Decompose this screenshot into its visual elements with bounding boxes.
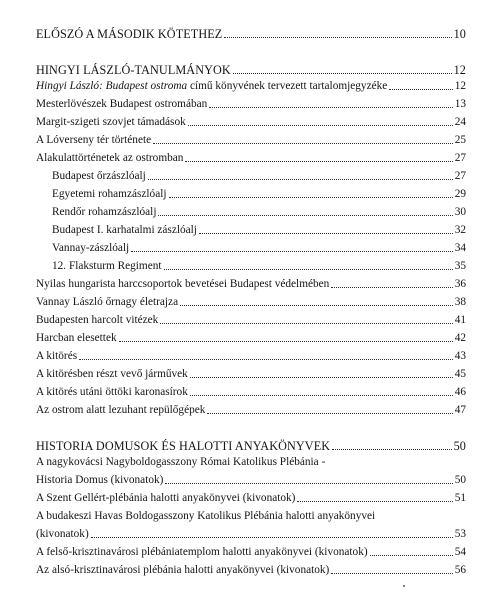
page-number: 38 bbox=[454, 296, 466, 308]
page-number: 47 bbox=[454, 404, 466, 416]
toc-entry bbox=[36, 149, 466, 167]
dot-leader bbox=[188, 124, 453, 126]
page-number: 12 bbox=[453, 63, 466, 77]
entry-title: Vannay László őrnagy életrajza bbox=[36, 296, 179, 308]
dot-leader bbox=[207, 412, 452, 414]
toc-entry-line1 bbox=[36, 453, 466, 471]
section-title: HISTORIA DOMUSOK ÉS HALOTTI ANYAKÖNYVEK bbox=[36, 439, 331, 453]
page-number: 56 bbox=[454, 564, 466, 576]
toc-entry bbox=[36, 525, 466, 543]
entry-title: Budapest őrzászlóalj bbox=[52, 170, 146, 182]
dot-leader bbox=[190, 394, 453, 396]
page-number: 43 bbox=[454, 350, 466, 362]
page-number: 13 bbox=[454, 98, 466, 110]
page-number: 12 bbox=[454, 80, 466, 92]
toc-subentry bbox=[52, 221, 466, 239]
dot-leader bbox=[389, 88, 452, 90]
entry-title: A kitörés utáni öttöki karonasírok bbox=[36, 386, 188, 398]
dot-leader bbox=[131, 250, 453, 252]
entry-title: Az ostrom alatt lezuhant repülőgépek bbox=[36, 404, 206, 416]
page-number: 24 bbox=[454, 116, 466, 128]
entry-title: Rendőr rohamzászlóalj bbox=[52, 206, 157, 218]
page-number: 32 bbox=[454, 224, 466, 236]
page-number: 42 bbox=[454, 332, 466, 344]
toc-subentry bbox=[52, 257, 466, 275]
dot-leader bbox=[160, 322, 452, 324]
dot-leader bbox=[297, 500, 452, 502]
entry-title: Historia Domus (kivonatok) bbox=[36, 474, 164, 486]
entry-title: A Lóverseny tér története bbox=[36, 134, 152, 146]
page-number: 50 bbox=[453, 439, 466, 453]
section-title: ELŐSZÓ A MÁSODIK KÖTETHEZ bbox=[36, 27, 223, 41]
entry-title-italic: Hingyi László: Budapest ostroma bbox=[36, 80, 188, 92]
entry-title bbox=[36, 77, 387, 95]
page-number: 34 bbox=[454, 242, 466, 254]
dot-leader bbox=[331, 572, 452, 574]
entry-title: Egyetemi rohamzászlóalj bbox=[52, 188, 167, 200]
toc-entry bbox=[36, 113, 466, 131]
dot-leader bbox=[165, 482, 452, 484]
toc-entry bbox=[36, 347, 466, 365]
entry-title: A budakeszi Havas Boldogasszony Katolikus Plébánia halotti anyakönyvei bbox=[36, 510, 376, 522]
page-number: 25 bbox=[454, 134, 466, 146]
entry-title-rest: című könyvének tervezett tartalomjegyzéke bbox=[187, 80, 388, 92]
dot-leader bbox=[224, 36, 451, 38]
toc-entry bbox=[36, 401, 466, 419]
dot-leader bbox=[233, 72, 452, 74]
entry-title: Budapesten harcolt vitézek bbox=[36, 314, 159, 326]
toc-entry bbox=[36, 329, 466, 347]
toc-subentry bbox=[52, 185, 466, 203]
page-number: 51 bbox=[454, 492, 466, 504]
toc-entry bbox=[36, 77, 466, 95]
dot-leader bbox=[79, 358, 453, 360]
entry-title: A felső-krisztinavárosi plébániatemplom halotti anyakönyvei (kivonatok) bbox=[36, 546, 368, 558]
entry-title: Alakulattörténetek az ostromban bbox=[36, 152, 184, 164]
entry-title: A kitörésben részt vevő járművek bbox=[36, 368, 188, 380]
dot-leader bbox=[332, 448, 451, 450]
page-number: 36 bbox=[454, 278, 466, 290]
dot-leader bbox=[180, 304, 453, 306]
toc-entry bbox=[36, 471, 466, 489]
dot-leader bbox=[164, 268, 453, 270]
entry-title: Margit-szigeti szovjet támadások bbox=[36, 116, 186, 128]
page-number: 46 bbox=[454, 386, 466, 398]
dot-leader bbox=[91, 536, 453, 538]
entry-title: A nagykovácsi Nagyboldogasszony Római Katolikus Plébánia - bbox=[36, 456, 326, 468]
dot-leader bbox=[199, 232, 453, 234]
page-number: 50 bbox=[454, 474, 466, 486]
toc-entry bbox=[36, 365, 466, 383]
toc-entry bbox=[36, 383, 466, 401]
page-number: 45 bbox=[454, 368, 466, 380]
dot-leader bbox=[119, 340, 453, 342]
page-number: 10 bbox=[453, 27, 466, 41]
dot-leader bbox=[331, 286, 452, 288]
toc-subentry bbox=[52, 167, 466, 185]
toc-entry-line1 bbox=[36, 507, 466, 525]
section-title: HINGYI LÁSZLÓ-TANULMÁNYOK bbox=[36, 63, 231, 77]
dot-leader bbox=[370, 554, 453, 556]
page-number: 41 bbox=[454, 314, 466, 326]
toc-entry bbox=[36, 293, 466, 311]
entry-title: Mesterlövészek Budapest ostromában bbox=[36, 98, 208, 110]
entry-title: Nyilas hungarista harccsoportok bevetései Budapest védelmében bbox=[36, 278, 330, 290]
dot-leader bbox=[209, 106, 452, 108]
dot-leader bbox=[148, 178, 453, 180]
dot-leader bbox=[190, 376, 453, 378]
page-number: 53 bbox=[454, 528, 466, 540]
toc-subentry bbox=[52, 203, 466, 221]
entry-title: 12. Flaksturm Regiment bbox=[52, 260, 162, 272]
entry-title: (kivonatok) bbox=[36, 528, 89, 540]
toc-subentry bbox=[52, 239, 466, 257]
page-number: 35 bbox=[454, 260, 466, 272]
entry-title: Budapest I. karhatalmi zászlóalj bbox=[52, 224, 197, 236]
dot-leader bbox=[169, 196, 453, 198]
toc-entry bbox=[36, 489, 466, 507]
entry-title: Harcban elesettek bbox=[36, 332, 117, 344]
dot-leader bbox=[153, 142, 453, 144]
toc-entry bbox=[36, 95, 466, 113]
scan-speck bbox=[403, 585, 405, 587]
entry-title: A Szent Gellért-plébánia halotti anyakönyvei (kivonatok) bbox=[36, 492, 296, 504]
entry-title: Az alsó-krisztinavárosi plébánia halotti anyakönyvei (kivonatok) bbox=[36, 564, 330, 576]
toc-entry bbox=[36, 561, 466, 579]
page-number: 29 bbox=[454, 188, 466, 200]
dot-leader bbox=[158, 214, 452, 216]
toc-entry bbox=[36, 543, 466, 561]
page-number: 27 bbox=[454, 152, 466, 164]
entry-title: A kitörés bbox=[36, 350, 78, 362]
toc-entry bbox=[36, 311, 466, 329]
page-number: 30 bbox=[454, 206, 466, 218]
toc-entry bbox=[36, 131, 466, 149]
page-number: 54 bbox=[454, 546, 466, 558]
toc-section-heading bbox=[36, 25, 466, 43]
dot-leader bbox=[185, 160, 452, 162]
page-number: 27 bbox=[454, 170, 466, 182]
toc-entry bbox=[36, 275, 466, 293]
entry-title: Vannay-zászlóalj bbox=[52, 242, 130, 254]
